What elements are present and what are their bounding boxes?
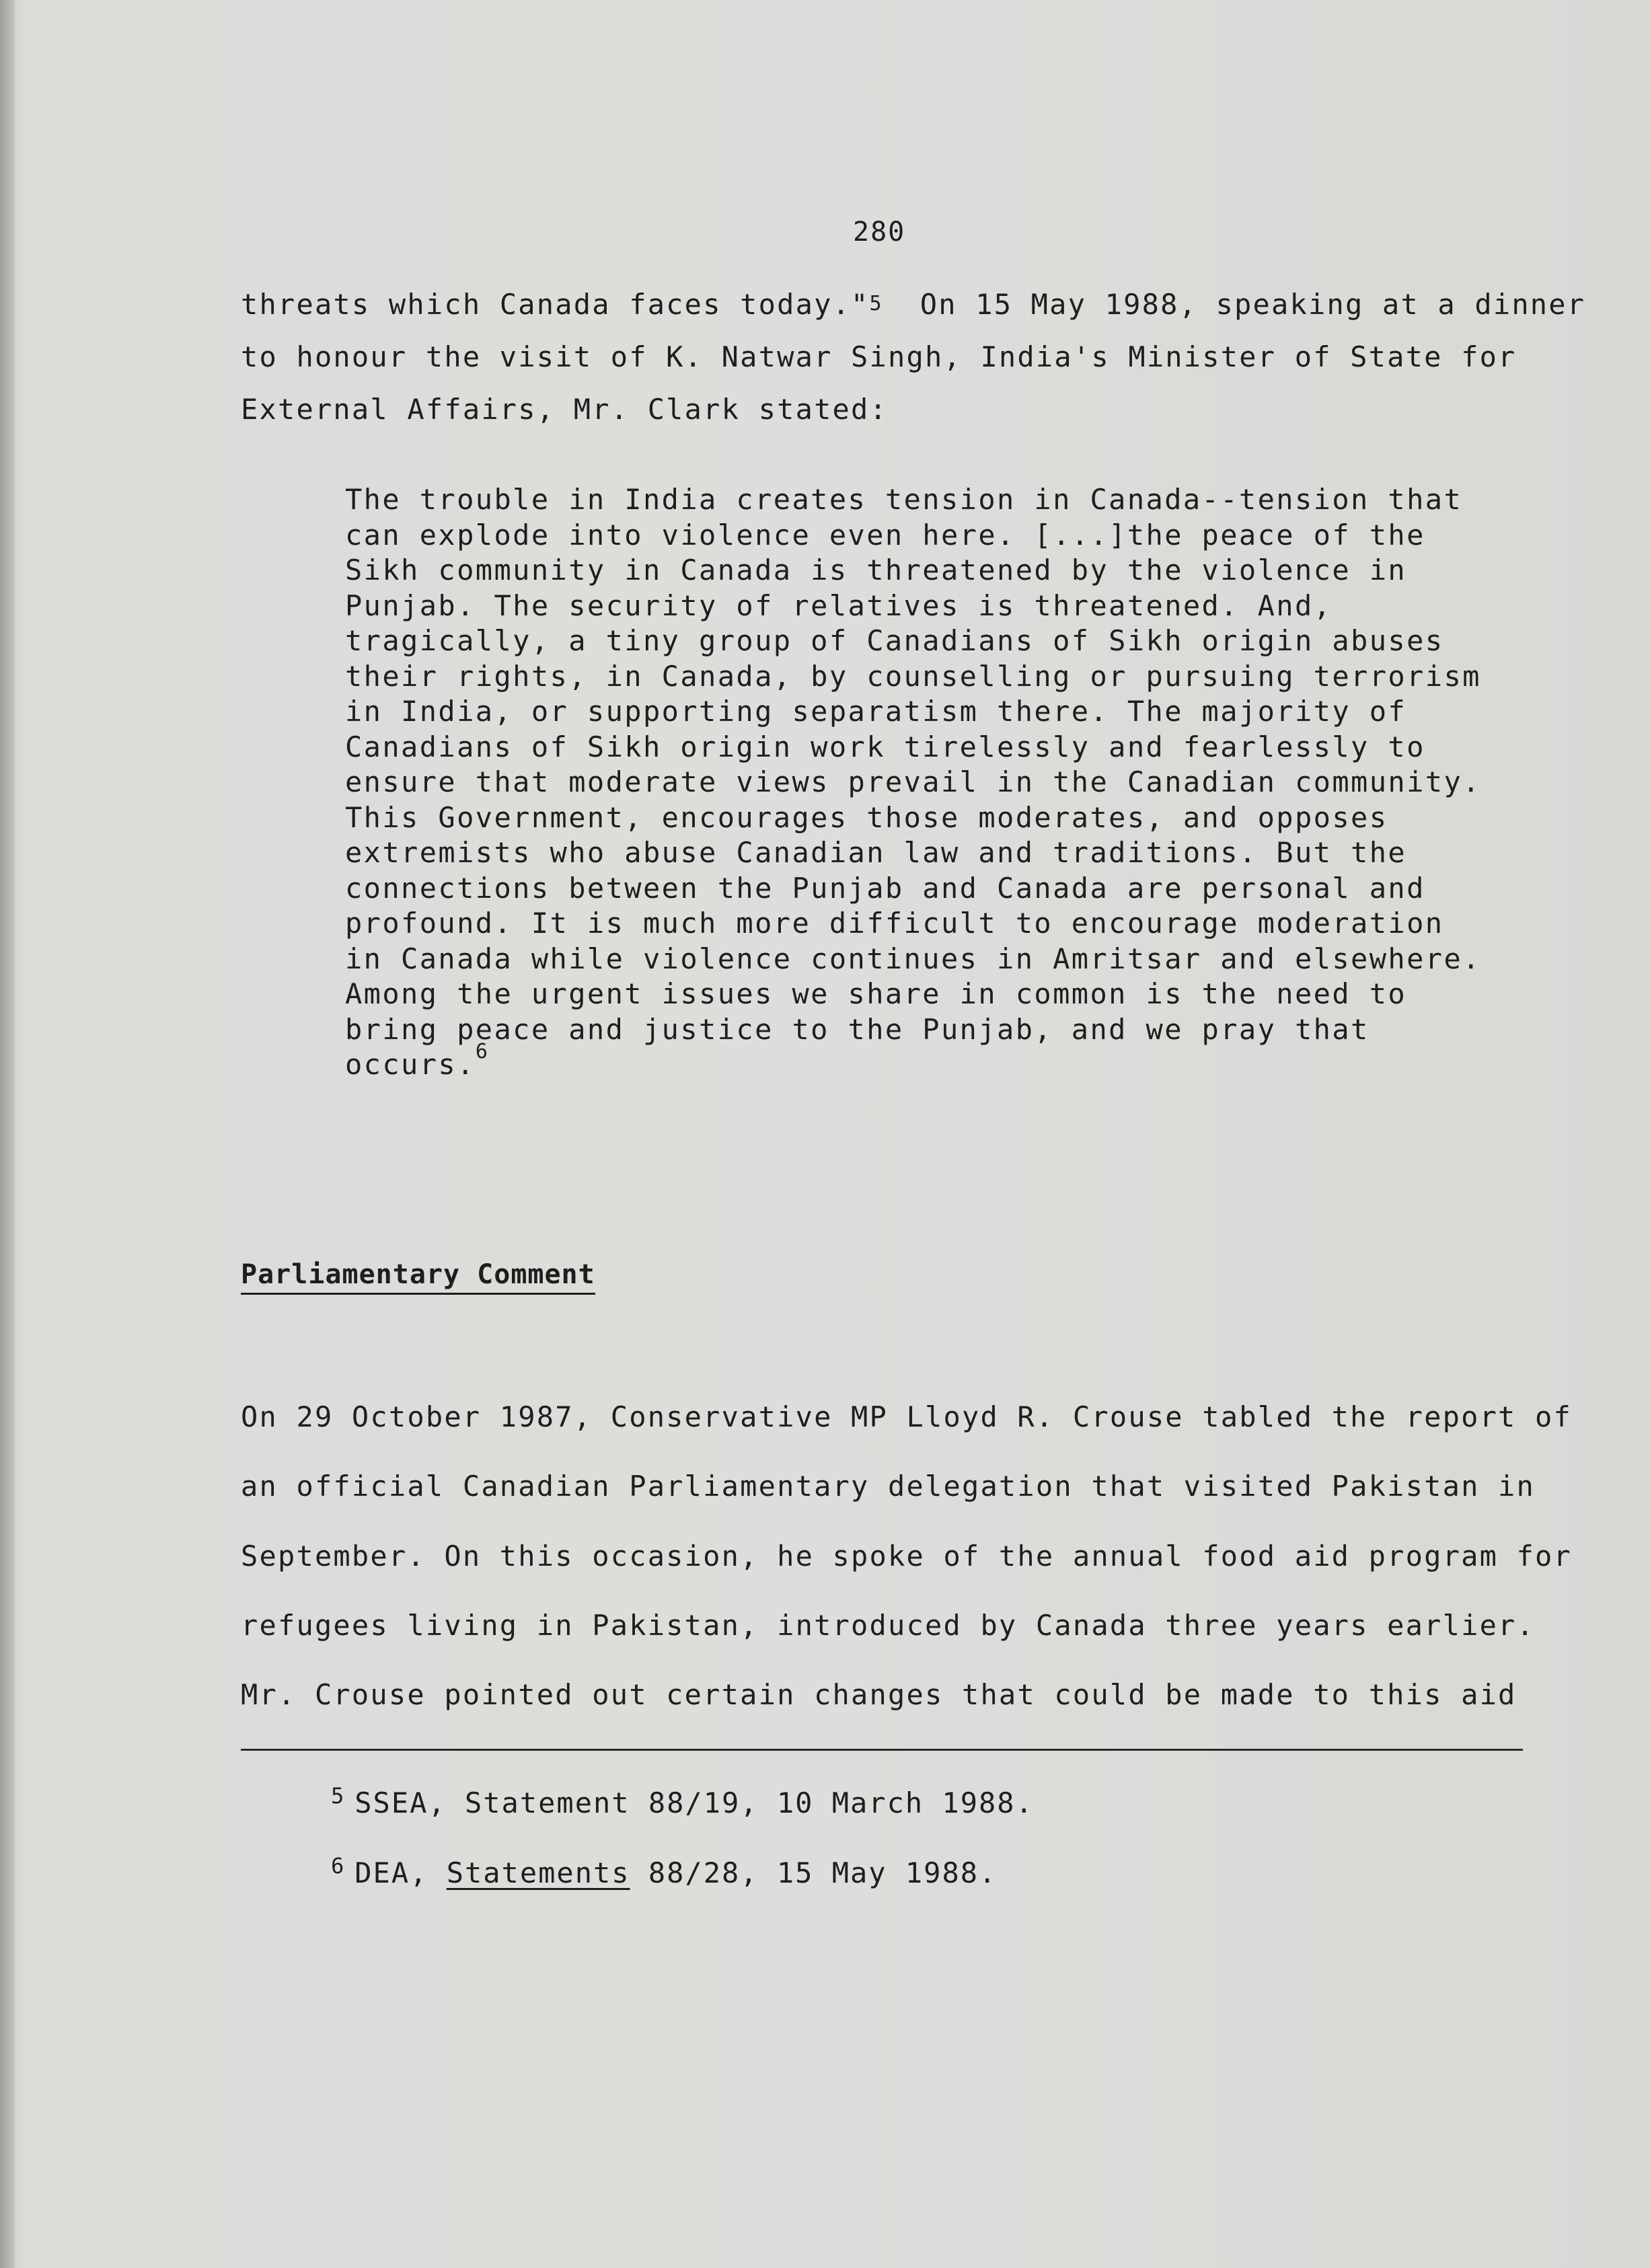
- footnote-6-prefix: DEA,: [354, 1856, 447, 1889]
- quote-line: in India, or supporting separatism there. The majority of: [345, 695, 1407, 728]
- footnote-6-title: Statements: [446, 1856, 630, 1889]
- footnote-reference-5: 5: [869, 292, 883, 315]
- quote-line: Among the urgent issues we share in common is the need to: [345, 977, 1407, 1010]
- footnote-6-rest: 88/28, 15 May 1988.: [630, 1856, 998, 1889]
- paragraph-2-line: September. On this occasion, he spoke of the annual food aid program for: [241, 1540, 1573, 1573]
- quote-line: This Government, encourages those moderates, and opposes: [345, 801, 1388, 834]
- quote-line: their rights, in Canada, by counselling or pursuing terrorism: [345, 660, 1481, 693]
- quote-line: ensure that moderate views prevail in the Canadian community.: [345, 765, 1481, 798]
- quote-line: Canadians of Sikh origin work tirelessly and fearlessly to: [345, 730, 1425, 763]
- paragraph-2-line: On 29 October 1987, Conservative MP Lloyd R. Crouse tabled the report of: [241, 1400, 1573, 1433]
- footnote-6-mark: 6: [331, 1853, 346, 1879]
- quote-line: can explode into violence even here. [...]the peace of the: [345, 519, 1425, 552]
- footnote-6: [331, 1853, 998, 1889]
- paragraph-2-line: refugees living in Pakistan, introduced by Canada three years earlier.: [241, 1609, 1536, 1642]
- page-number: 280: [853, 217, 906, 248]
- paragraph-1-line-1: [241, 288, 1585, 321]
- quote-last-line: [345, 1040, 490, 1081]
- quote-line: connections between the Punjab and Canada are personal and: [345, 872, 1425, 905]
- page-binding-edge: [0, 0, 15, 2268]
- footnote-reference-6: 6: [475, 1040, 490, 1063]
- quote-line: tragically, a tiny group of Canadians of Sikh origin abuses: [345, 624, 1444, 657]
- paragraph-2-line: an official Canadian Parliamentary delegation that visited Pakistan in: [241, 1470, 1536, 1503]
- quote-line: Sikh community in Canada is threatened by the violence in: [345, 554, 1407, 587]
- paragraph-2-line: Mr. Crouse pointed out certain changes that could be made to this aid: [241, 1678, 1517, 1711]
- quote-line: The trouble in India creates tension in Canada--tension that: [345, 483, 1463, 516]
- quote-line: profound. It is much more difficult to encourage moderation: [345, 907, 1444, 940]
- quote-line: in Canada while violence continues in Amritsar and elsewhere.: [345, 942, 1481, 975]
- section-heading: Parliamentary Comment: [241, 1259, 595, 1295]
- footnote-5-mark: 5: [331, 1783, 346, 1809]
- paragraph-1-line-2: to honour the visit of K. Natwar Singh, India's Minister of State for: [241, 340, 1517, 373]
- paragraph-1-line-1-text: threats which Canada faces today.": [241, 288, 870, 321]
- footnote-separator-rule: [241, 1749, 1523, 1751]
- paragraph-1-line-3: External Affairs, Mr. Clark stated:: [241, 393, 889, 426]
- footnote-5-text: SSEA, Statement 88/19, 10 March 1988.: [354, 1786, 1034, 1819]
- paragraph-1-line-1-rest: On 15 May 1988, speaking at a dinner: [883, 288, 1586, 321]
- quote-line: extremists who abuse Canadian law and traditions. But the: [345, 836, 1407, 869]
- quote-last-line-text: occurs.: [345, 1048, 476, 1081]
- quote-line: bring peace and justice to the Punjab, and we pray that: [345, 1013, 1370, 1046]
- quote-line: Punjab. The security of relatives is threatened. And,: [345, 589, 1333, 622]
- footnote-5: [331, 1783, 1034, 1819]
